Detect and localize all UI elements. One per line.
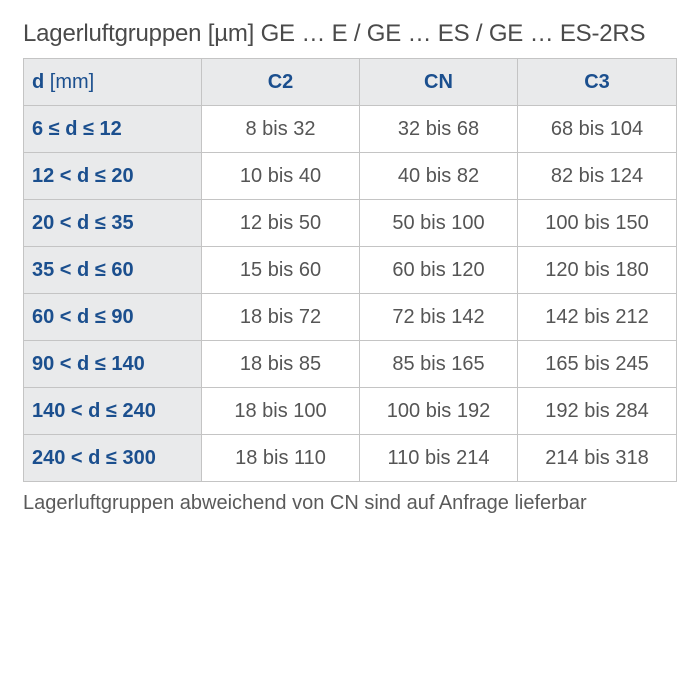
table-cell: 32 bis 68	[360, 106, 518, 153]
table-cell: 10 bis 40	[202, 153, 360, 200]
table-cell: 165 bis 245	[518, 341, 677, 388]
table-cell: 192 bis 284	[518, 388, 677, 435]
clearance-table	[23, 58, 677, 482]
row-header: 35 < d ≤ 60	[24, 247, 202, 294]
table-cell: 50 bis 100	[360, 200, 518, 247]
table-cell: 60 bis 120	[360, 247, 518, 294]
corner-header	[24, 59, 202, 106]
column-header-c2: C2	[202, 59, 360, 106]
table-cell: 18 bis 110	[202, 435, 360, 482]
table-cell: 120 bis 180	[518, 247, 677, 294]
table-title: Lagerluftgruppen [µm] GE … E / GE … ES / GE … ES-2RS	[23, 20, 646, 47]
table-row	[24, 247, 677, 294]
row-header: 140 < d ≤ 240	[24, 388, 202, 435]
table-cell: 18 bis 100	[202, 388, 360, 435]
table-row	[24, 294, 677, 341]
table-cell: 110 bis 214	[360, 435, 518, 482]
table-cell: 12 bis 50	[202, 200, 360, 247]
column-header-cn: CN	[360, 59, 518, 106]
table-row	[24, 106, 677, 153]
table-cell: 214 bis 318	[518, 435, 677, 482]
table-cell: 72 bis 142	[360, 294, 518, 341]
table-cell: 82 bis 124	[518, 153, 677, 200]
table-row	[24, 435, 677, 482]
corner-label: d	[32, 70, 45, 93]
corner-unit: [mm]	[49, 70, 95, 93]
row-header: 60 < d ≤ 90	[24, 294, 202, 341]
row-header: 90 < d ≤ 140	[24, 341, 202, 388]
table-header-row	[24, 59, 677, 106]
table-cell: 18 bis 72	[202, 294, 360, 341]
table-cell: 18 bis 85	[202, 341, 360, 388]
table-cell: 142 bis 212	[518, 294, 677, 341]
table-cell: 100 bis 150	[518, 200, 677, 247]
table-row	[24, 341, 677, 388]
table-row	[24, 200, 677, 247]
table-cell: 100 bis 192	[360, 388, 518, 435]
table-row	[24, 388, 677, 435]
table-cell: 8 bis 32	[202, 106, 360, 153]
table-cell: 40 bis 82	[360, 153, 518, 200]
row-header: 240 < d ≤ 300	[24, 435, 202, 482]
table-cell: 15 bis 60	[202, 247, 360, 294]
row-header: 6 ≤ d ≤ 12	[24, 106, 202, 153]
table-cell: 68 bis 104	[518, 106, 677, 153]
table-cell: 85 bis 165	[360, 341, 518, 388]
row-header: 20 < d ≤ 35	[24, 200, 202, 247]
column-header-c3: C3	[518, 59, 677, 106]
row-header: 12 < d ≤ 20	[24, 153, 202, 200]
table-row	[24, 153, 677, 200]
footnote: Lagerluftgruppen abweichend von CN sind auf Anfrage lieferbar	[23, 492, 587, 514]
